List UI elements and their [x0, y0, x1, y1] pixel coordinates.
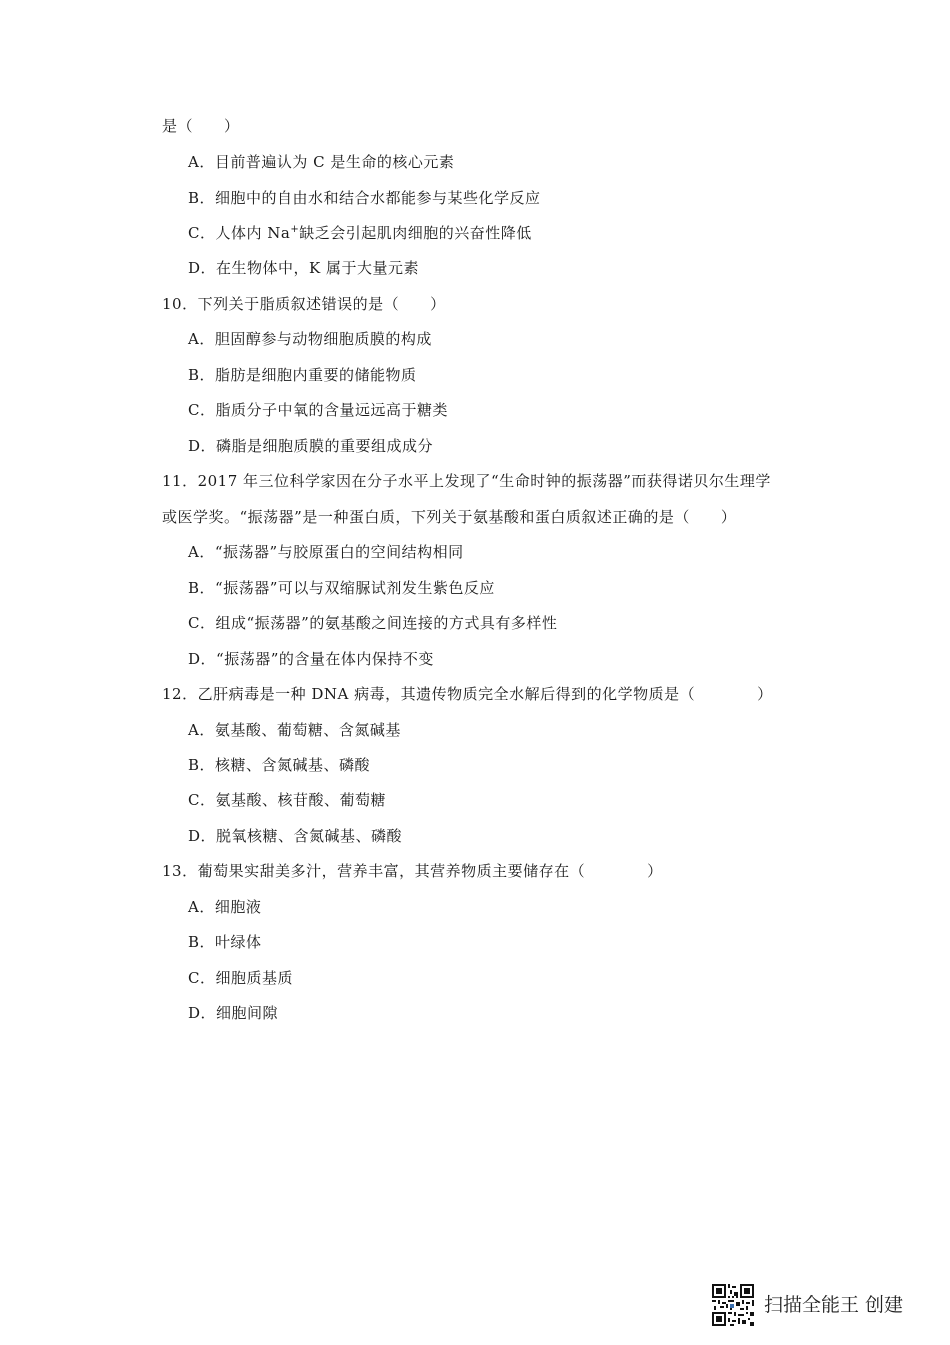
question-12-option-c: C．氨基酸、核苷酸、葡萄糖 [188, 791, 386, 809]
option-c-text-post: 缺乏会引起肌肉细胞的兴奋性降低 [299, 224, 532, 242]
question-13-option-a: A．细胞液 [188, 898, 262, 916]
question-10-option-c: C．脂质分子中氧的含量远远高于糖类 [188, 401, 448, 419]
sodium-ion-charge: + [290, 224, 300, 235]
question-12: 12．乙肝病毒是一种 DNA 病毒，其遗传物质完全水解后得到的化学物质是（ ） [162, 685, 773, 703]
question-9-option-b: B．细胞中的自由水和结合水都能参与某些化学反应 [188, 189, 541, 207]
scanner-credit-text: 扫描全能王 创建 [764, 1294, 904, 1316]
scanner-watermark [712, 1284, 932, 1328]
question-12-option-d: D．脱氧核糖、含氮碱基、磷酸 [188, 827, 403, 845]
question-12-option-b: B．核糖、含氮碱基、磷酸 [188, 756, 371, 774]
question-9-option-d: D．在生物体中，K 属于大量元素 [188, 259, 420, 277]
question-10-option-d: D．磷脂是细胞质膜的重要组成成分 [188, 437, 434, 455]
question-9-tail: 是（ ） [162, 117, 240, 135]
question-11-option-a: A．“振荡器”与胶原蛋白的空间结构相同 [188, 543, 464, 561]
question-11-line-1: 11．2017 年三位科学家因在分子水平上发现了“生命时钟的振荡器”而获得诺贝尔生理学 [162, 472, 771, 490]
question-10-option-a: A．胆固醇参与动物细胞质膜的构成 [188, 330, 432, 348]
question-12-option-a: A．氨基酸、葡萄糖、含氮碱基 [188, 721, 401, 739]
question-9-option-c [188, 223, 532, 243]
question-10-option-b: B．脂肪是细胞内重要的储能物质 [188, 366, 417, 384]
question-13-option-c: C．细胞质基质 [188, 969, 293, 987]
question-9-option-a: A．目前普遍认为 C 是生命的核心元素 [188, 153, 455, 171]
question-13: 13．葡萄果实甜美多汁，营养丰富，其营养物质主要储存在（ ） [162, 862, 663, 880]
question-10: 10．下列关于脂质叙述错误的是（ ） [162, 295, 446, 313]
question-13-option-b: B．叶绿体 [188, 933, 262, 951]
qr-code-icon [712, 1284, 754, 1326]
question-11-option-b: B．“振荡器”可以与双缩脲试剂发生紫色反应 [188, 579, 495, 597]
question-11-line-2: 或医学奖。“振荡器”是一种蛋白质，下列关于氨基酸和蛋白质叙述正确的是（ ） [162, 508, 737, 526]
question-11-option-d: D．“振荡器”的含量在体内保持不变 [188, 650, 434, 668]
question-11-option-c: C．组成“振荡器”的氨基酸之间连接的方式具有多样性 [188, 614, 558, 632]
option-c-text-pre: C．人体内 Na [188, 224, 291, 242]
question-13-option-d: D．细胞间隙 [188, 1004, 279, 1022]
